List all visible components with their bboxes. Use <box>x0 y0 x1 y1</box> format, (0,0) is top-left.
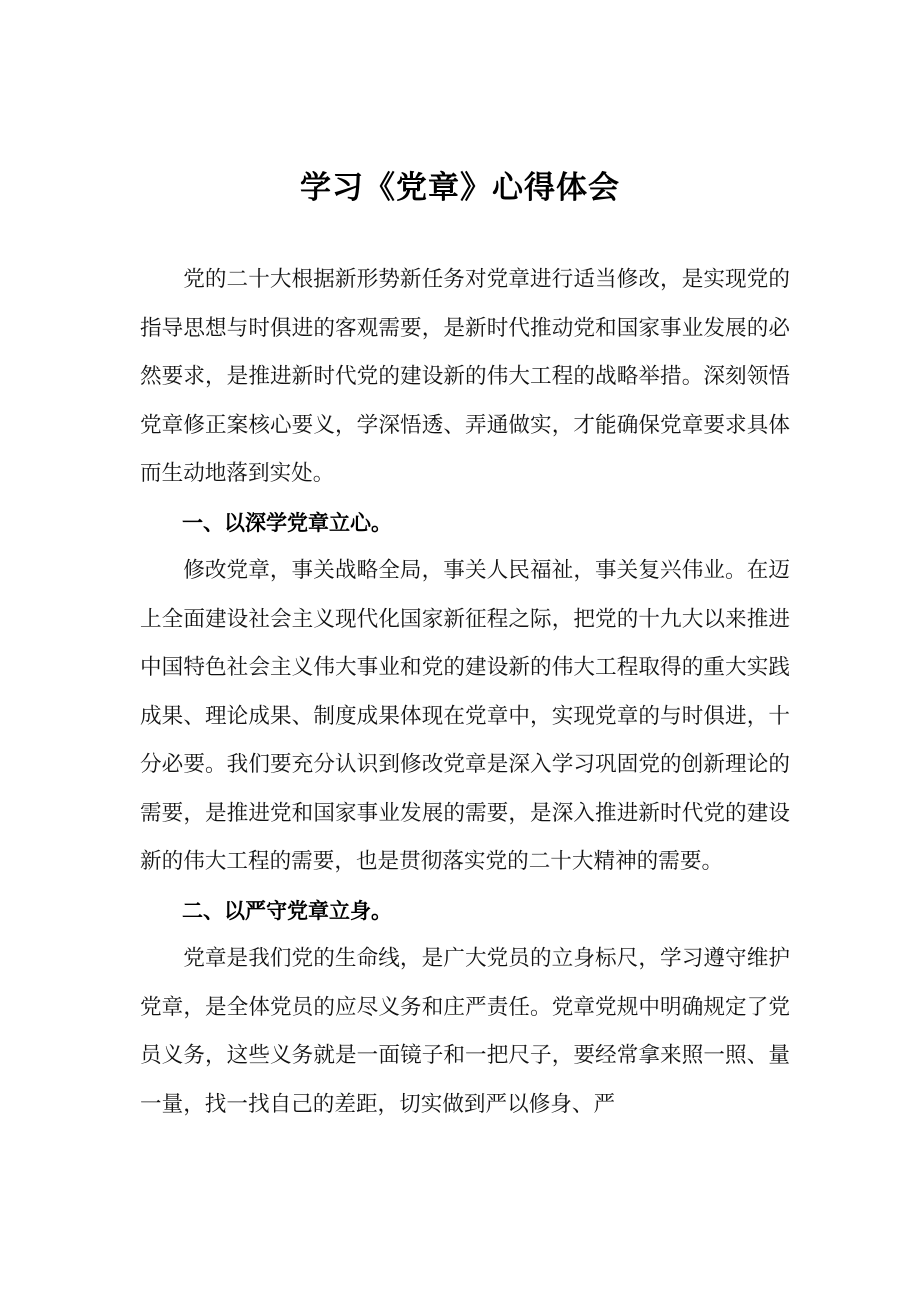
section-paragraph-2: 党章是我们党的生命线，是广大党员的立身标尺，学习遵守维护党章，是全体党员的应尽义务和庄严责任。党章党规中明确规定了党员义务，这些义务就是一面镜子和一把尺子，要经常拿来照一照、量一量，找一找自己的差距，切实做到严以修身、严 <box>140 946 790 1117</box>
section-heading-2: 二、以严守党章立身。 <box>182 898 392 923</box>
intro-paragraph: 党的二十大根据新形势新任务对党章进行适当修改，是实现党的指导思想与时俱进的客观需要，是新时代推动党和国家事业发展的必然要求，是推进新时代党的建设新的伟大工程的战略举措。深刻领悟党章修正案核心要义，学深悟透、弄通做实，才能确保党章要求具体而生动地落到实处。 <box>140 267 790 486</box>
document-title: 学习《党章》心得体会 <box>300 170 620 206</box>
section-heading-1: 一、以深学党章立心。 <box>182 510 392 535</box>
section-paragraph-1: 修改党章，事关战略全局，事关人民福祉，事关复兴伟业。在迈上全面建设社会主义现代化国家新征程之际，把党的十九大以来推进中国特色社会主义伟大事业和党的建设新的伟大工程取得的重大实践成果、理论成果、制度成果体现在党章中，实现党章的与时俱进，十分必要。我们要充分认识到修改党章是深入学习巩固党的创新理论的需要，是推进党和国家事业发展的需要，是深入推进新时代党的建设新的伟大工程的需要，也是贯彻落实党的二十大精神的需要。 <box>140 558 790 874</box>
document-body <box>140 256 790 1129</box>
